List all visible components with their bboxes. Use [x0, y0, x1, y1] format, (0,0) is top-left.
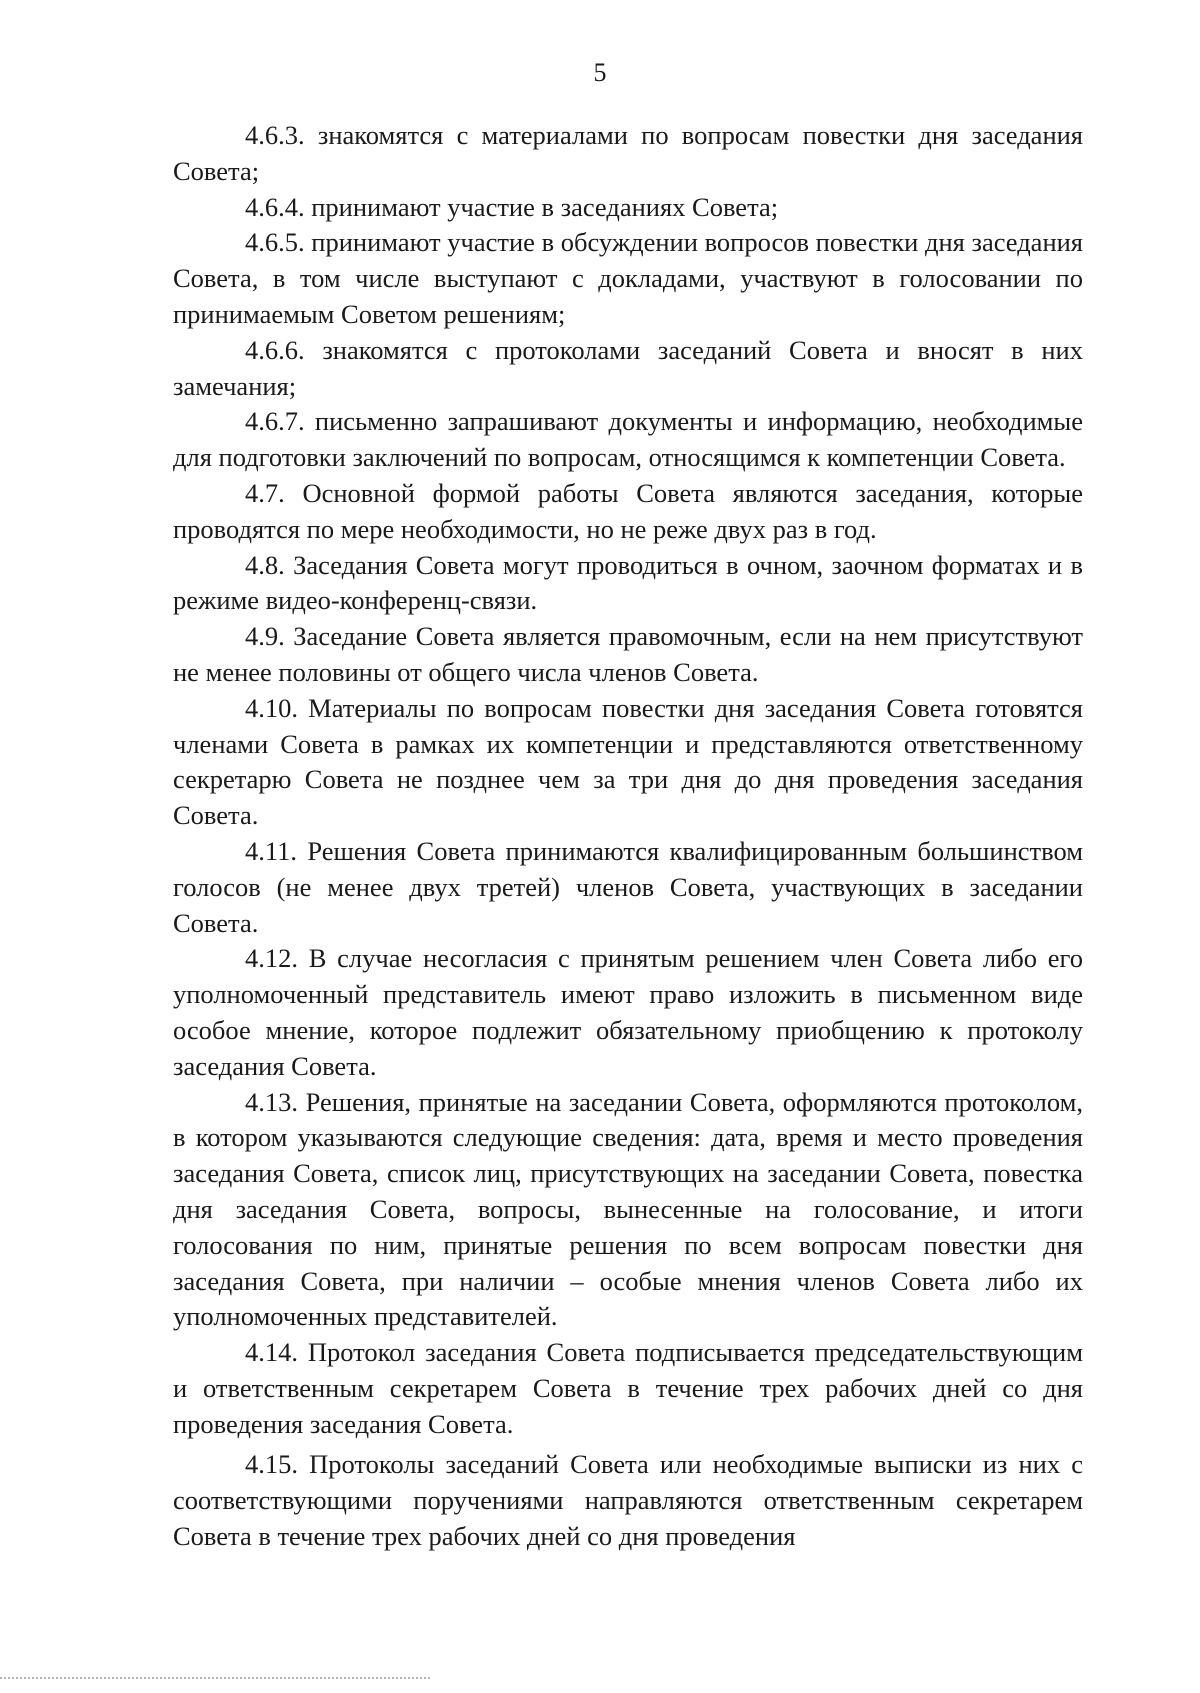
scan-edge-line [0, 1677, 430, 1679]
paragraph-4-7: 4.7. Основной формой работы Совета являются заседания, которые проводятся по мере необходимости, но не реже двух раз в год. [173, 477, 1083, 544]
body-text [173, 118, 1083, 1555]
paragraph-4-11: 4.11. Решения Совета принимаются квалифицированным большинством голосов (не менее двух третей) членов Совета, участвующих в заседании Совета. [173, 835, 1083, 938]
paragraph-4-6-4: 4.6.4. принимают участие в заседаниях Совета; [245, 191, 779, 222]
page-number: 5 [593, 58, 607, 87]
paragraph-4-6-7: 4.6.7. письменно запрашивают документы и информацию, необходимые для подготовки заключений по вопросам, относящимся к компетенции Совета. [173, 406, 1083, 473]
paragraph-4-15: 4.15. Протоколы заседаний Совета или необходимые выписки из них с соответствующими поручениями направляются ответственным секретарем Совета в течение трех рабочих дней со дня проведения [173, 1449, 1083, 1552]
paragraph-4-12: 4.12. В случае несогласия с принятым решением член Совета либо его уполномоченный представитель имеют право изложить в письменном виде особое мнение, которое подлежит обязательному приобщению к протоколу заседания Совета. [173, 943, 1083, 1081]
paragraph-4-6-5: 4.6.5. принимают участие в обсуждении вопросов повестки дня заседания Совета, в том числе выступают с докладами, участвуют в голосовании по принимаемым Советом решениям; [173, 227, 1083, 329]
paragraph-4-13: 4.13. Решения, принятые на заседании Совета, оформляются протоколом, в котором указываются следующие сведения: дата, время и место проведения заседания Совета, список лиц, присутствующих на заседании Совета, повестка дня заседания Совета, вопросы, вынесенные на голосование, и итоги голосования по ним, принятые решения по всем вопросам повестки дня заседания Совета, при наличии – особые мнения членов Совета либо их уполномоченных представителей. [173, 1086, 1083, 1332]
paragraph-4-10: 4.10. Материалы по вопросам повестки дня заседания Совета готовятся членами Совета в рамках их компетенции и представляются ответственному секретарю Совета не позднее чем за три дня до дня проведения заседания Совета. [173, 692, 1083, 831]
paragraph-4-14: 4.14. Протокол заседания Совета подписывается председательствующим и ответственным секретарем Совета в течение трех рабочих дней со дня проведения заседания Совета. [173, 1337, 1083, 1439]
paragraph-4-6-3: 4.6.3. знакомятся с материалами по вопросам повестки дня заседания Совета; [173, 120, 1083, 186]
paragraph-4-8: 4.8. Заседания Совета могут проводиться в очном, заочном форматах и в режиме видео-конференц-связи. [173, 549, 1083, 616]
paragraph-4-9: 4.9. Заседание Совета является правомочным, если на нем присутствуют не менее половины от общего числа членов Совета. [173, 621, 1083, 687]
paragraph-4-6-6: 4.6.6. знакомятся с протоколами заседаний Совета и вносят в них замечания; [173, 334, 1083, 401]
